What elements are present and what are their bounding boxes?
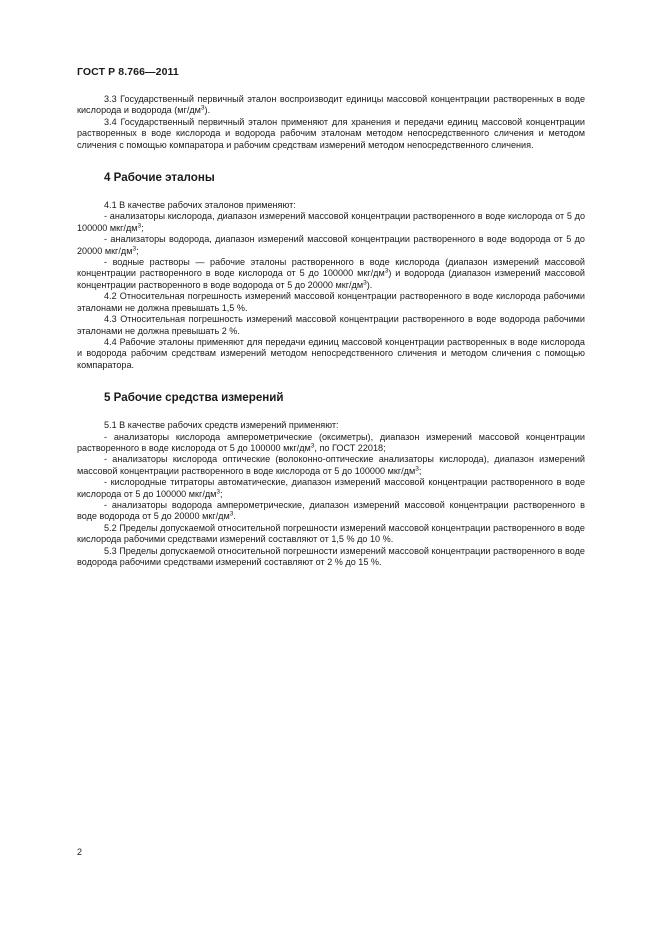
- paragraph-4-2: 4.2 Относительная погрешность измерений массовой концентрации растворенного в воде кислорода рабочими эталонами не должна превышать 1,5 %.: [77, 291, 585, 313]
- section-5-heading: 5 Рабочие средства измерений: [104, 391, 284, 405]
- paragraph-4-3: 4.3 Относительная погрешность измерений массовой концентрации растворенного в воде водорода рабочими эталонами не должна превышать 2 %.: [77, 314, 585, 336]
- list-item-5-1-amperometric-oxygen: - анализаторы кислорода амперометрические (оксиметры), диапазон измерений массовой концентрации растворенного в воде кислорода от 5 до 100000 мкг/$дм^3$, по ГОСТ 22018;: [77, 431, 585, 453]
- list-item-5-1-titrators: - кислородные титраторы автоматические, диапазон измерений массовой концентрации растворенного в воде кислорода от 5 до 100000 мкг/$дм^3$;: [77, 477, 585, 499]
- paragraph-4-4: 4.4 Рабочие эталоны применяют для передачи единиц массовой концентрации растворенных в воде кислорода и водорода рабочим средствам измерений методом непосредственного сличения и методом сличения с помощью компаратора.: [77, 336, 585, 370]
- document-body: [77, 94, 585, 568]
- list-item-5-1-optical-oxygen: - анализаторы кислорода оптические (волоконно-оптические анализаторы кислорода), диапазон измерений массовой концентрации растворенного в воде кислорода от 5 до 100000 мкг/$дм^3$;: [77, 454, 585, 476]
- paragraph-5-1: 5.1 В качестве рабочих средств измерений применяют:: [104, 420, 339, 431]
- paragraph-3-3: 3.3 Государственный первичный эталон воспроизводит единицы массовой концентрации растворенных в воде кислорода и водорода $(мг/дм^3)$.: [77, 94, 585, 116]
- list-item-4-1-solutions: - водные растворы — рабочие эталоны растворенного в воде кислорода (диапазон измерений массовой концентрации растворенного в воде кислорода от 5 до 100000 мкг/$дм^3$) и водорода (диапазон измерений массовой концентрации растворенного в воде водорода от 5 до 20000 мкг/$дм^3$).: [77, 257, 585, 290]
- paragraph-5-2: 5.2 Пределы допускаемой относительной погрешности измерений массовой концентрации растворенного в воде кислорода рабочими средствами измерений составляют от 1,5 % до 10 %.: [77, 522, 585, 545]
- paragraph-3-4: 3.4 Государственный первичный эталон применяют для хранения и передачи единиц массовой концентрации растворенных в воде кислорода и водорода рабочим эталонам методом непосредственного сличения и методом сличения с помощью компаратора и рабочим средствам измерений методом непосредственного сличения.: [77, 116, 585, 150]
- page-number: 2: [77, 847, 83, 857]
- list-item-4-1-oxygen: - анализаторы кислорода, диапазон измерений массовой концентрации растворенного в воде кислорода от 5 до 100000 мкг/$дм^3$;: [77, 211, 585, 233]
- document-header: ГОСТ Р 8.766—2011: [77, 66, 179, 78]
- paragraph-5-3: 5.3 Пределы допускаемой относительной погрешности измерений массовой концентрации растворенного в воде водорода рабочими средствами измерений составляют от 2 % до 15 %.: [77, 545, 585, 567]
- paragraph-4-1: 4.1 В качестве рабочих эталонов применяют:: [104, 200, 296, 211]
- list-item-5-1-hydrogen: - анализаторы водорода амперометрические, диапазон измерений массовой концентрации растворенного в воде водорода от 5 до 20000 мкг/$дм^3$.: [77, 499, 585, 522]
- list-item-4-1-hydrogen: - анализаторы водорода, диапазон измерений массовой концентрации растворенного в воде водорода от 5 до 20000 мкг/$дм^3$;: [77, 234, 585, 256]
- section-4-heading: 4 Рабочие эталоны: [104, 171, 215, 185]
